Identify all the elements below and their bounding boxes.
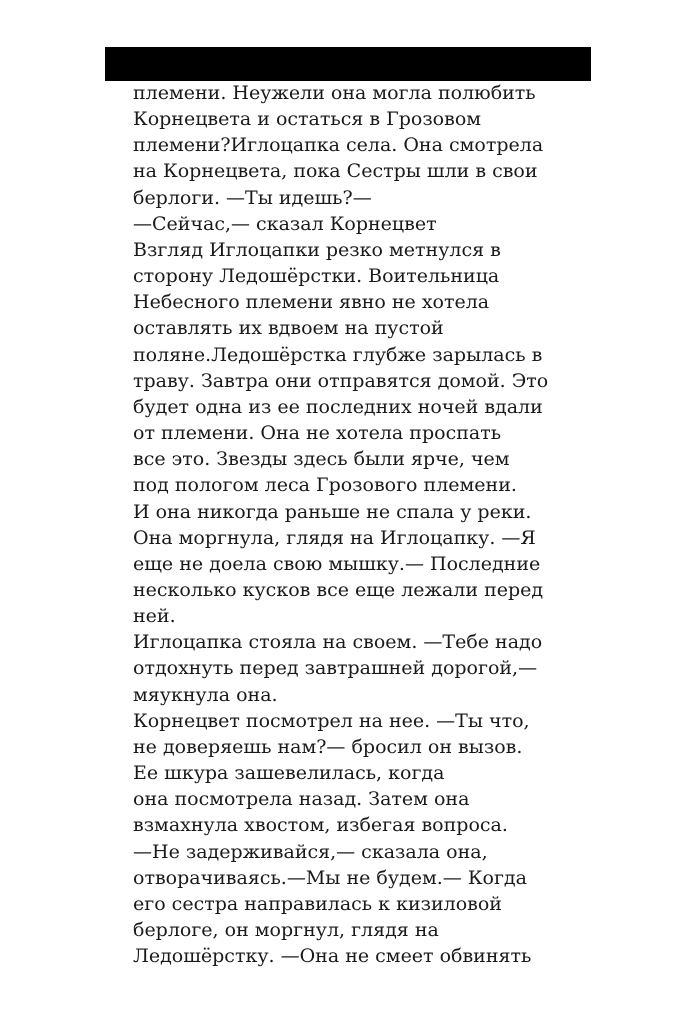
text-line: сторону Ледошёрстки. Воительница (133, 265, 500, 288)
text-line: не доверяешь нам?— бросил он вызов. (133, 735, 523, 758)
text-line: отворачиваясь.—Мы не будем.— Когда (133, 866, 527, 889)
text-line: —Не задерживайся,— сказала она, (133, 840, 488, 863)
text-line: мяукнула она. (133, 683, 278, 706)
text-line: —Сейчас,— сказал Корнецвет (133, 212, 437, 235)
text-line: Корнецвета и остаться в Грозовом (133, 108, 482, 131)
text-line: его сестра направилась к кизиловой (133, 892, 502, 915)
text-line: оставлять их вдвоем на пустой (133, 317, 444, 340)
text-line: ней. (133, 605, 176, 628)
text-line: еще не доела свою мышку.— Последние (133, 552, 541, 575)
text-line: Небесного племени явно не хотела (133, 291, 490, 314)
text-line: Иглоцапка стояла на своем. —Тебе надо (133, 631, 543, 654)
text-line: траву. Завтра они отправятся домой. Это (133, 369, 549, 392)
text-line: Она моргнула, глядя на Иглоцапку. —Я (133, 526, 536, 549)
text-line: племени. Неужели она могла полюбить (133, 82, 536, 104)
text-line: Ее шкура зашевелилась, когда (133, 762, 445, 785)
text-line: отдохнуть перед завтрашней дорогой,— (133, 657, 538, 680)
text-line: берлоги. —Ты идешь?— (133, 186, 372, 209)
text-line: на Корнецвета, пока Сестры шли в свои (133, 160, 538, 183)
text-line: И она никогда раньше не спала у реки. (133, 500, 532, 523)
text-line: от племени. Она не хотела проспать (133, 422, 502, 445)
text-line: несколько кусков все еще лежали перед (133, 578, 544, 601)
text-line: она посмотрела назад. Затем она (133, 788, 470, 811)
text-line: взмахнула хвостом, избегая вопроса. (133, 814, 508, 837)
text-line: Ледошёрстку. —Она не смеет обвинять (133, 945, 532, 968)
text-line: поляне.Ледошёрстка глубже зарылась в (133, 343, 543, 366)
text-line: будет одна из ее последних ночей вдали (133, 395, 543, 418)
text-line: берлоге, он моргнул, глядя на (133, 919, 439, 941)
text-line: племени?Иглоцапка села. Она смотрела (133, 134, 544, 157)
body-text (133, 80, 573, 969)
text-line: Корнецвет посмотрел на нее. —Ты что, (133, 709, 530, 732)
text-line: под пологом леса Грозового племени. (133, 474, 517, 497)
text-line: Взгляд Иглоцапки резко метнулся в (133, 238, 501, 261)
text-line: все это. Звезды здесь были ярче, чем (133, 448, 510, 471)
redaction-bar (105, 47, 591, 81)
